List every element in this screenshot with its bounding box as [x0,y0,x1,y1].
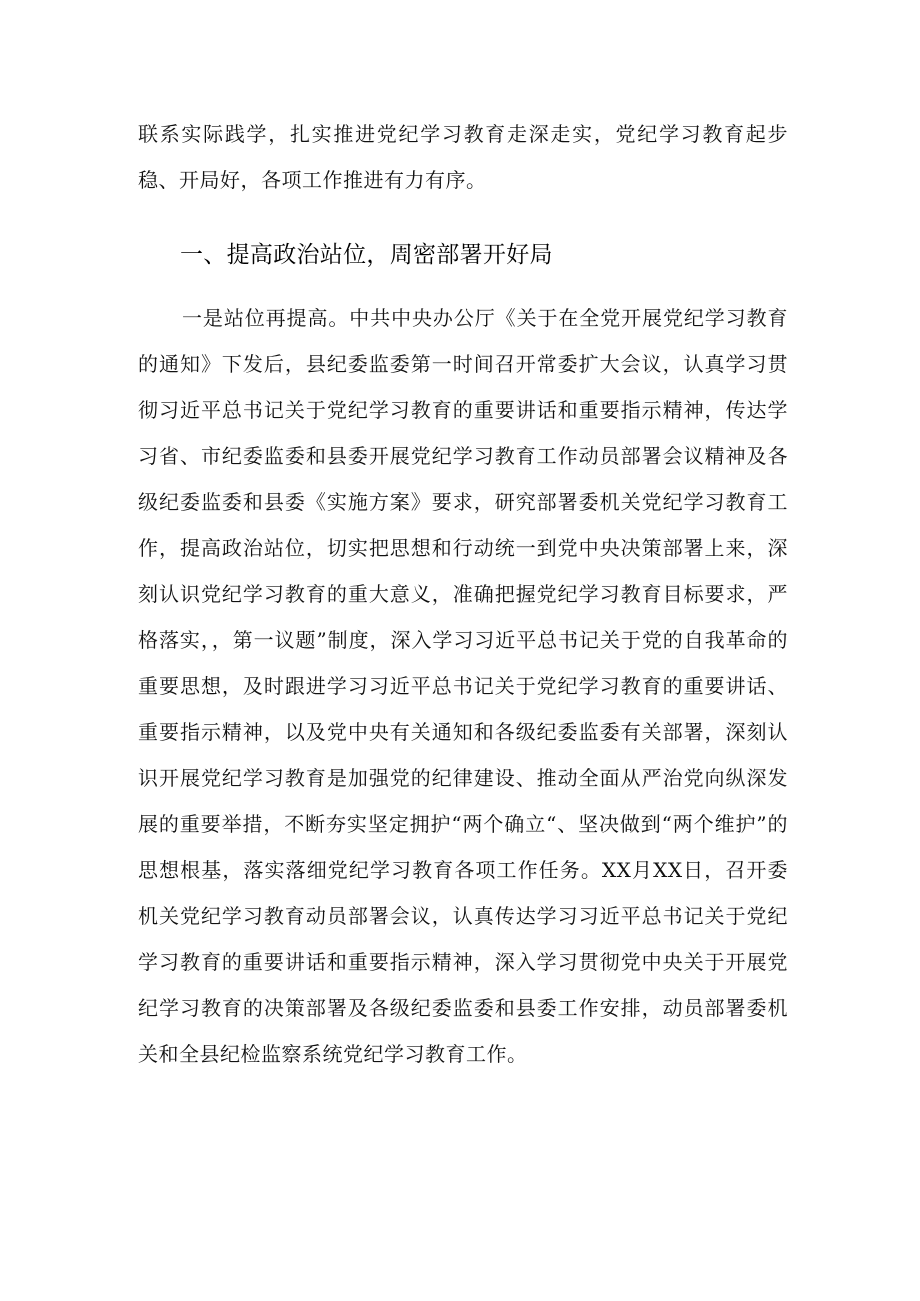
section-heading: 一、提高政治站位，周密部署开好局 [180,242,553,268]
intro-paragraph: 联系实际践学，扎实推进党纪学习教育走深走实，党纪学习教育起步稳、开局好，各项工作推进有力有序。 [138,122,788,192]
body-paragraph: 一是站位再提高。中共中央办公厅《关于在全党开展党纪学习教育的通知》下发后，县纪委监委第一时间召开常委扩大会议，认真学习贯彻习近平总书记关于党纪学习教育的重要讲话和重要指示精神，传达学习省、市纪委监委和县委开展党纪学习教育工作动员部署会议精神及各级纪委监委和县委《实施方案》要求，研究部署委机关党纪学习教育工作，提高政治站位，切实把思想和行动统一到党中央决策部署上来，深刻认识党纪学习教育的重大意义，准确把握党纪学习教育目标要求，严格落实，，第一议题”制度，深入学习习近平总书记关于党的自我革命的重要思想，及时跟进学习习近平总书记关于党纪学习教育的重要讲话、重要指示精神，以及党中央有关通知和各级纪委监委有关部署，深刻认识开展党纪学习教育是加强党的纪律建设、推动全面从严治党向纵深发展的重要举措，不断夯实坚定拥护“两个确立“、坚决做到“两个维护”的思想根基，落实落细党纪学习教育各项工作任务。XX月XX日，召开委机关党纪学习教育动员部署会议，认真传达学习习近平总书记关于党纪学习教育的重要讲话和重要指示精神，深入学习贯彻党中央关于开展党纪学习教育的决策部署及各级纪委监委和县委工作安排，动员部署委机关和全县纪检监察系统党纪学习教育工作。 [138,306,788,1066]
